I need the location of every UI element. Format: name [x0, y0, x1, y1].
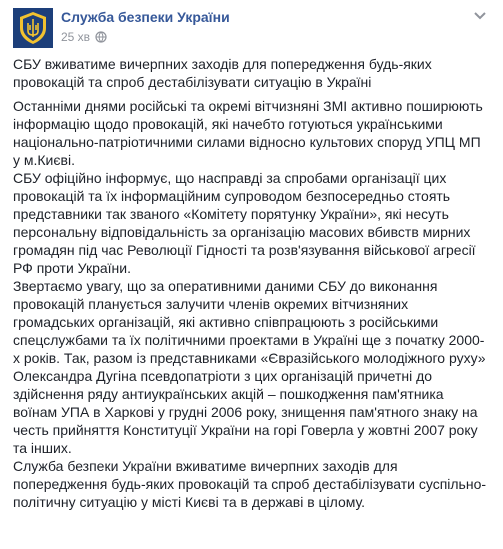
- body-line: Служба безпеки України вживатиме вичерпних заходів для: [13, 458, 398, 474]
- body-line: та інших.: [13, 440, 72, 456]
- body-line: Звертаємо увагу, що за оперативними даними СБУ до виконання: [13, 278, 438, 294]
- body-line: громадських організацій, які активно співпрацюють з російськими: [13, 314, 439, 330]
- body-line: воїнам УПА в Харкові у грудні 2006 року, знищення пам'ятного знаку на: [13, 404, 478, 420]
- body-line: РФ проти України.: [13, 260, 131, 276]
- page-avatar[interactable]: [13, 8, 53, 48]
- body-line: інформацію щодо провокацій, які начебто готуються українськими: [13, 116, 443, 132]
- body-line: Олександра Дугіна псевдопатріоти з цих організацій причетні до: [13, 368, 433, 384]
- body-line: здійснення ряду антиукраїнських акцій – пошкодження пам'ятника: [13, 386, 444, 402]
- body-line: персональну відповідальність за організацію масових вбивств мирних: [13, 224, 471, 240]
- globe-icon: [95, 31, 107, 43]
- body-line: провокацій планується залучити членів окремих вітчизняних: [13, 296, 409, 312]
- sbu-emblem-icon: [18, 11, 48, 45]
- body-line: попередження будь-яких провокацій та спроб дестабілізувати суспільно-: [13, 476, 487, 492]
- body-line: спецслужбами та їх політичними проектами в Україні ще з початку 2000-: [13, 332, 485, 348]
- body-line: х років. Так, разом із представниками «Євразійського молодіжного руху»: [13, 350, 486, 366]
- body-line: честь прийняття Конституції України на горі Говерла у жовтні 2007 року: [13, 422, 478, 438]
- page-name-link[interactable]: Служба безпеки України: [61, 9, 230, 25]
- body-line: у м.Києві.: [13, 152, 75, 168]
- headline-line: провокацій та спроб дестабілізувати ситуацію в Україні: [13, 74, 372, 90]
- post-timestamp[interactable]: 25 хв: [61, 30, 91, 44]
- chevron-down-icon[interactable]: [470, 10, 490, 22]
- body-line: політичну ситуацію у місті Києві та в державі в цілому.: [13, 494, 366, 510]
- post-text: [13, 55, 493, 511]
- body-line: провокацій та їх інформаційним супроводом безпосередньо стоять: [13, 188, 451, 204]
- post-meta: [61, 30, 107, 44]
- post-header: [0, 0, 503, 50]
- body-line: СБУ офіційно інформує, що насправді за спробами організації цих: [13, 170, 447, 186]
- body-line: національно-патріотичними силами відносно культових споруд УПЦ МП: [13, 134, 481, 150]
- body-line: громадян під час Революції Гідності та розв'язування військової агресії: [13, 242, 476, 258]
- body-line: представники так званого «Комітету порятунку України», які несуть: [13, 206, 449, 222]
- body-line: Останніми днями російські та окремі вітчизняні ЗМІ активно поширюють: [13, 98, 483, 114]
- headline-line: СБУ вживатиме вичерпних заходів для попередження будь-яких: [13, 56, 432, 72]
